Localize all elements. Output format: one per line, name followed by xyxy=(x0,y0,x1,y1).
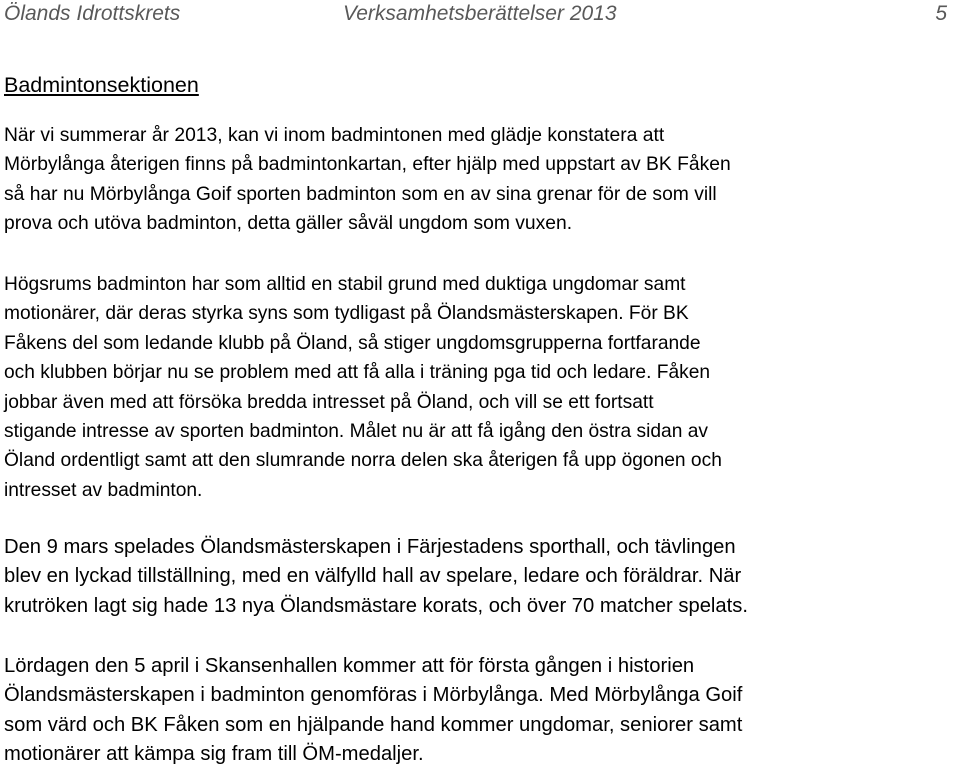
header-document-title: Verksamhetsberättelser 2013 xyxy=(343,2,617,25)
text-line: Fåkens del som ledande klubb på Öland, så stiger ungdomsgrupperna fortfarande xyxy=(4,332,701,354)
text-line: Lördagen den 5 april i Skansenhallen kommer att för första gången i historien xyxy=(4,655,695,677)
text-line: så har nu Mörbylånga Goif sporten badminton som en av sina grenar för de som vill xyxy=(4,183,717,205)
text-line: stigande intresse av sporten badminton. Målet nu är att få igång den östra sidan av xyxy=(4,421,708,443)
section-heading: Badmintonsektionen xyxy=(4,73,199,97)
paragraph-upcoming xyxy=(4,652,956,770)
text-line: Mörbylånga återigen finns på badmintonkartan, efter hjälp med uppstart av BK Fåken xyxy=(4,154,731,176)
text-line: prova och utöva badminton, detta gäller såväl ungdom som vuxen. xyxy=(4,213,573,235)
text-line: Den 9 mars spelades Ölandsmästerskapen i Färjestadens sporthall, och tävlingen xyxy=(4,536,736,558)
text-line: jobbar även med att försöka bredda intresset på Öland, och vill se ett fortsatt xyxy=(4,391,654,413)
header-organization: Ölands Idrottskrets xyxy=(4,2,181,25)
text-line: krutröken lagt sig hade 13 nya Ölandsmästare korats, och över 70 matcher spelats. xyxy=(4,594,748,617)
paragraph-clubs xyxy=(4,270,956,505)
text-line: Högsrums badminton har som alltid en stabil grund med duktiga ungdomar samt xyxy=(4,274,686,295)
text-line: Ölandsmästerskapen i badminton genomföras i Mörbylånga. Med Mörbylånga Goif xyxy=(4,684,743,707)
paragraph-intro xyxy=(4,121,956,239)
page-number: 5 xyxy=(935,2,947,25)
text-line: intresset av badminton. xyxy=(4,479,203,501)
text-line: Öland ordentligt samt att den slumrande norra delen ska återigen få upp ögonen och xyxy=(4,450,722,472)
text-line: blev en lyckad tillställning, med en välfylld hall av spelare, ledare och föräldrar. När xyxy=(4,565,742,588)
page-header xyxy=(0,0,959,30)
text-line: och klubben börjar nu se problem med att få alla i träning pga tid och ledare. Fåken xyxy=(4,362,711,384)
text-line: motionärer att kämpa sig fram till ÖM-medaljer. xyxy=(4,743,424,766)
text-line: motionärer, där deras styrka syns som tydligast på Ölandsmästerskapen. För BK xyxy=(4,303,689,325)
text-line: som värd och BK Fåken som en hjälpande hand kommer ungdomar, seniorer samt xyxy=(4,713,743,736)
text-line: När vi summerar år 2013, kan vi inom badmintonen med glädje konstatera att xyxy=(4,125,665,146)
paragraph-championship xyxy=(4,533,956,621)
